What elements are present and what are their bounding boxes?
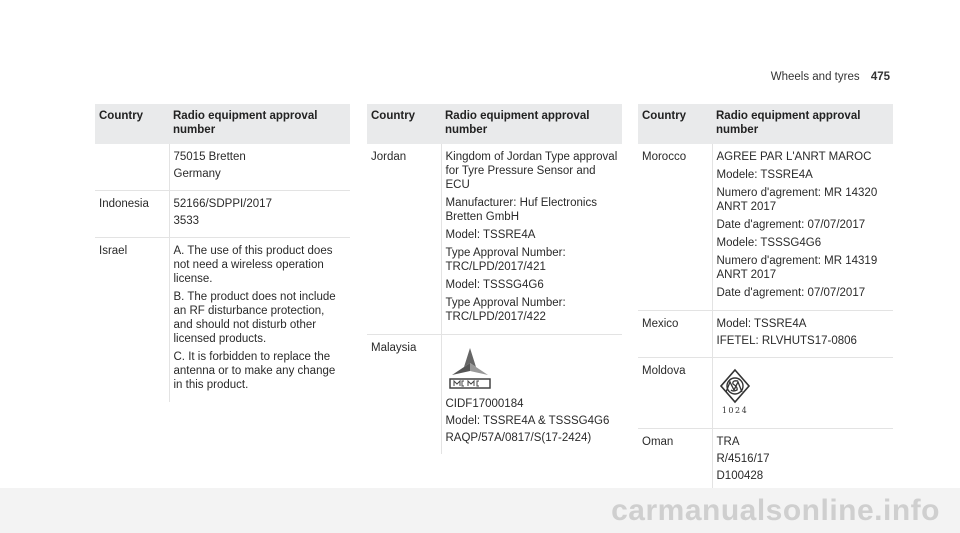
svg-text:1024: 1024 bbox=[721, 406, 748, 415]
table-row bbox=[95, 191, 350, 238]
cell-line: Manufacturer: Huf Electronics Bretten GmbH bbox=[445, 197, 597, 223]
table-row bbox=[638, 144, 893, 311]
number-cell bbox=[712, 144, 893, 311]
watermark-text: carmanualsonline.info bbox=[611, 494, 940, 527]
number-header: Radio equipment approval number bbox=[169, 104, 350, 144]
country-cell: Israel bbox=[99, 245, 128, 257]
cell-paragraph: A. The use of this product does not need a wireless operation license. bbox=[173, 245, 333, 285]
cell-line: TRA bbox=[716, 436, 740, 448]
number-cell bbox=[712, 429, 893, 493]
cell-line: D100428 bbox=[716, 470, 764, 482]
cell-line: R/4516/17 bbox=[716, 453, 770, 465]
cell-paragraph: B. The product does not include an RF disturbance protection, and should not disturb other licensed products. bbox=[173, 291, 336, 345]
number-cell bbox=[169, 191, 350, 238]
table-row bbox=[638, 429, 893, 493]
approval-table-2 bbox=[367, 104, 622, 454]
number-cell bbox=[441, 144, 622, 335]
country-cell: Morocco bbox=[638, 144, 712, 311]
cell-line: 52166/SDPPI/2017 bbox=[173, 198, 272, 210]
number-cell bbox=[169, 238, 350, 403]
page-number: 475 bbox=[870, 71, 890, 83]
cell-line: Numero d'agrement: MR 14320 ANRT 2017 bbox=[716, 187, 878, 213]
cell-line: AGREE PAR L'ANRT MAROC bbox=[716, 151, 872, 163]
number-header: Radio equipment approval number bbox=[712, 104, 893, 144]
country-header: Country bbox=[367, 104, 441, 144]
table-row bbox=[367, 144, 622, 335]
country-cell: Oman bbox=[642, 436, 674, 448]
country-header: Country bbox=[95, 104, 169, 144]
cell-line: 3533 bbox=[173, 215, 200, 227]
cell-line: Model: TSSRE4A bbox=[716, 318, 807, 330]
number-header: Radio equipment approval number bbox=[441, 104, 622, 144]
cell-line: Date d'agrement: 07/07/2017 bbox=[716, 219, 866, 231]
country-cell: Indonesia bbox=[95, 191, 169, 238]
cell-line: Modele: TSSRE4A bbox=[716, 169, 813, 181]
cell-line: Germany bbox=[173, 168, 221, 180]
cell-line: Date d'agrement: 07/07/2017 bbox=[716, 287, 866, 299]
number-cell bbox=[712, 311, 893, 358]
country-header: Country bbox=[638, 104, 712, 144]
section-title: Wheels and tyres bbox=[770, 71, 860, 83]
mcmc-logo-icon bbox=[446, 345, 494, 391]
number-cell bbox=[441, 335, 622, 455]
approval-table-3 bbox=[638, 104, 893, 492]
country-cell: Malaysia bbox=[371, 342, 417, 354]
cell-line: Modele: TSSSG4G6 bbox=[716, 237, 822, 249]
table-row bbox=[95, 144, 350, 191]
moldova-sm-logo-icon bbox=[717, 368, 753, 416]
approval-table-1 bbox=[95, 104, 350, 402]
table-row bbox=[638, 358, 893, 429]
cell-line: IFETEL: RLVHUTS17-0806 bbox=[716, 335, 857, 347]
cell-line: Type Approval Number: TRC/LPD/2017/422 bbox=[445, 297, 566, 323]
country-cell: Mexico bbox=[638, 311, 712, 358]
cell-line: Model: TSSSG4G6 bbox=[445, 279, 544, 291]
page-header bbox=[771, 70, 890, 84]
country-cell bbox=[95, 144, 169, 191]
country-cell: Jordan bbox=[367, 144, 441, 335]
cell-line: Model: TSSRE4A bbox=[445, 229, 536, 241]
cell-line: RAQP/57A/0817/S(17-2424) bbox=[445, 432, 592, 444]
table-row bbox=[95, 238, 350, 403]
watermark-footer bbox=[0, 488, 960, 533]
table-row bbox=[367, 335, 622, 455]
number-cell bbox=[712, 358, 893, 429]
country-cell: Moldova bbox=[638, 358, 712, 429]
cell-line: Numero d'agrement: MR 14319 ANRT 2017 bbox=[716, 255, 878, 281]
cell-line: Type Approval Number: TRC/LPD/2017/421 bbox=[445, 247, 566, 273]
cell-paragraph: C. It is forbidden to replace the antenna or to make any change in this product. bbox=[173, 351, 336, 391]
number-cell bbox=[169, 144, 350, 191]
cell-line: CIDF17000184 bbox=[445, 398, 524, 410]
cell-line: 75015 Bretten bbox=[173, 151, 246, 163]
cell-line: Kingdom of Jordan Type approval for Tyre Pressure Sensor and ECU bbox=[445, 151, 618, 191]
table-row bbox=[638, 311, 893, 358]
cell-line: Model: TSSRE4A & TSSSG4G6 bbox=[445, 415, 610, 427]
